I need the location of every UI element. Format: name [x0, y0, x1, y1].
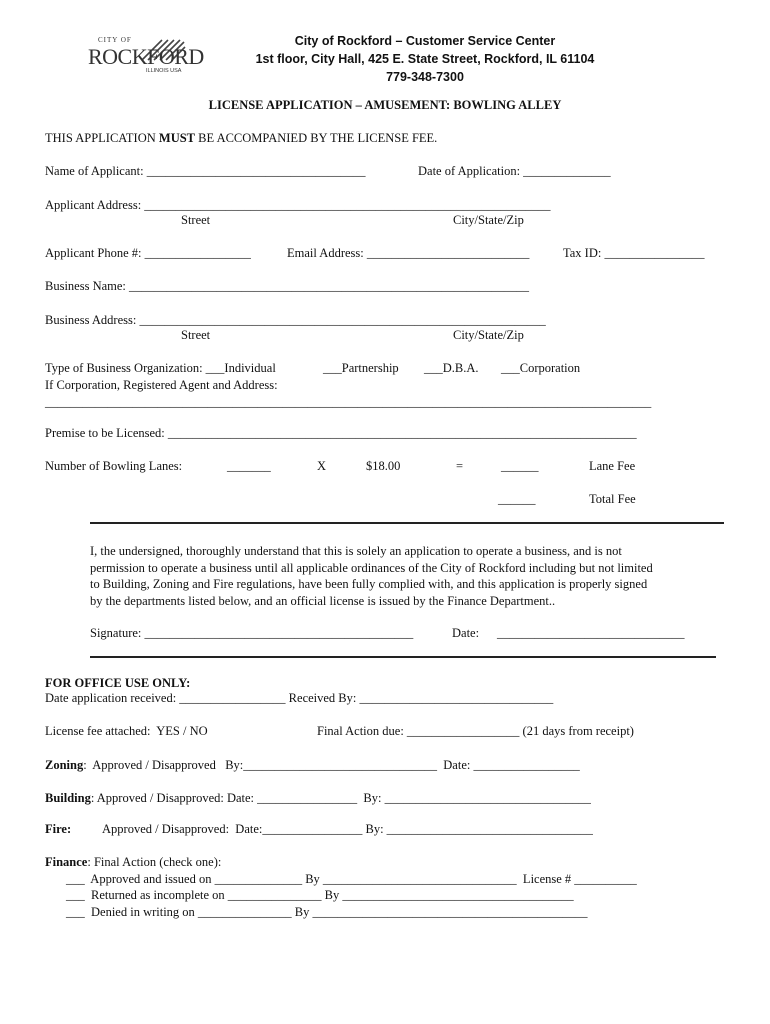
date-of-application-field[interactable]: Date of Application: ______________ [418, 164, 611, 178]
office-use-heading: FOR OFFICE USE ONLY: [45, 676, 191, 690]
fire-row[interactable]: Approved / Disapproved: Date:________________ By: _________________________________ [102, 822, 593, 836]
tax-id-field[interactable]: Tax ID: ________________ [563, 246, 705, 260]
rockford-logo [88, 36, 204, 78]
declaration-date-field[interactable]: ______________________________ [497, 626, 685, 640]
logo-city-label: CITY OF [98, 36, 132, 44]
lane-fee-label: Lane Fee [589, 459, 636, 473]
notice-text-post: BE ACCOMPANIED BY THE LICENSE FEE. [195, 131, 438, 145]
finance-returned-option[interactable]: ___ Returned as incomplete on _______________ By _____________________________________ [66, 888, 574, 902]
logo-subtitle: ILLINOIS USA [146, 68, 182, 74]
zoning-row[interactable] [45, 758, 580, 773]
header-line-3: 779-348-7300 [386, 70, 464, 84]
registered-agent-label: If Corporation, Registered Agent and Address: [45, 378, 278, 392]
zoning-text: : Approved / Disapproved By:_______________________________ Date: _________________ [83, 758, 580, 772]
org-type-corporation-option[interactable]: ___Corporation [501, 361, 581, 375]
declaration-line-3: to Building, Zoning and Fire regulations, have been fully complied with, and this application is properly signed [90, 577, 648, 591]
fire-label: Fire: [45, 822, 72, 836]
street-caption: Street [181, 213, 211, 227]
lane-fee-blank[interactable]: ______ [501, 459, 539, 473]
finance-row [45, 855, 221, 870]
bowling-lanes-label: Number of Bowling Lanes: [45, 459, 183, 473]
finance-text: : Final Action (check one): [87, 855, 222, 869]
form-title: LICENSE APPLICATION – AMUSEMENT: BOWLING ALLEY [208, 98, 562, 112]
finance-denied-option[interactable]: ___ Denied in writing on _______________ By ____________________________________________ [66, 905, 588, 919]
applicant-phone-field[interactable]: Applicant Phone #: _________________ [45, 246, 251, 260]
equals-sign: = [456, 459, 464, 473]
finance-label: Finance [45, 855, 88, 869]
premise-field[interactable]: Premise to be Licensed: ___________________________________________________________________________ [45, 426, 637, 440]
total-fee-label: Total Fee [589, 492, 636, 506]
notice-text-pre: THIS APPLICATION [45, 131, 159, 145]
applicant-address-field[interactable]: Applicant Address: _________________________________________________________________ [45, 198, 551, 212]
times-sign: X [317, 459, 327, 473]
lane-rate: $18.00 [366, 459, 401, 473]
header-line-1: City of Rockford – Customer Service Center [294, 34, 556, 48]
building-text: : Approved / Disapproved: Date: ________________ By: _________________________________ [90, 791, 591, 805]
section-divider-2 [90, 656, 716, 658]
fee-notice [45, 131, 437, 146]
business-name-field[interactable]: Business Name: ________________________________________________________________ [45, 279, 530, 293]
date-received-field[interactable]: Date application received: _________________ Received By: _______________________________ [45, 691, 554, 705]
building-label: Building [45, 791, 91, 805]
logo-name: ROCKFORD [88, 44, 204, 69]
declaration-line-2: permission to operate a business until all applicable ordinances of the City of Rockford including but not limited [90, 561, 653, 575]
registered-agent-line[interactable]: _________________________________________________________________________________________________ [45, 395, 652, 409]
declaration-line-4: by the departments listed below, and an official license is issued by the Finance Department.. [90, 594, 556, 608]
org-type-individual-option[interactable]: Type of Business Organization: ___Individual [45, 361, 276, 375]
org-type-partnership-option[interactable]: ___Partnership [323, 361, 399, 375]
signature-field[interactable]: Signature: ___________________________________________ [90, 626, 414, 640]
final-action-due-field[interactable]: Final Action due: __________________ (21 days from receipt) [317, 724, 634, 738]
declaration-line-1: I, the undersigned, thoroughly understand that this is solely an application to operate a business, and is not [90, 544, 622, 558]
notice-emphasis: MUST [158, 131, 196, 145]
license-fee-attached-field[interactable]: License fee attached: YES / NO [45, 724, 208, 738]
org-type-dba-option[interactable]: ___D.B.A. [424, 361, 479, 375]
declaration-date-label: Date: [452, 626, 480, 640]
city-state-zip-caption-2: City/State/Zip [453, 328, 524, 342]
zoning-label: Zoning [45, 758, 84, 772]
total-fee-blank[interactable]: ______ [498, 492, 536, 506]
building-row[interactable] [45, 791, 591, 806]
email-address-field[interactable]: Email Address: __________________________ [287, 246, 530, 260]
section-divider-1 [90, 522, 724, 524]
street-caption-2: Street [181, 328, 211, 342]
bowling-lanes-blank[interactable]: _______ [227, 459, 271, 473]
finance-approved-option[interactable]: ___ Approved and issued on ______________ By _______________________________ License # __________ [66, 872, 637, 886]
city-state-zip-caption: City/State/Zip [453, 213, 524, 227]
business-address-field[interactable]: Business Address: _________________________________________________________________ [45, 313, 546, 327]
header-line-2: 1st floor, City Hall, 425 E. State Street, Rockford, IL 61104 [255, 52, 595, 66]
name-of-applicant-field[interactable]: Name of Applicant: ___________________________________ [45, 164, 366, 178]
